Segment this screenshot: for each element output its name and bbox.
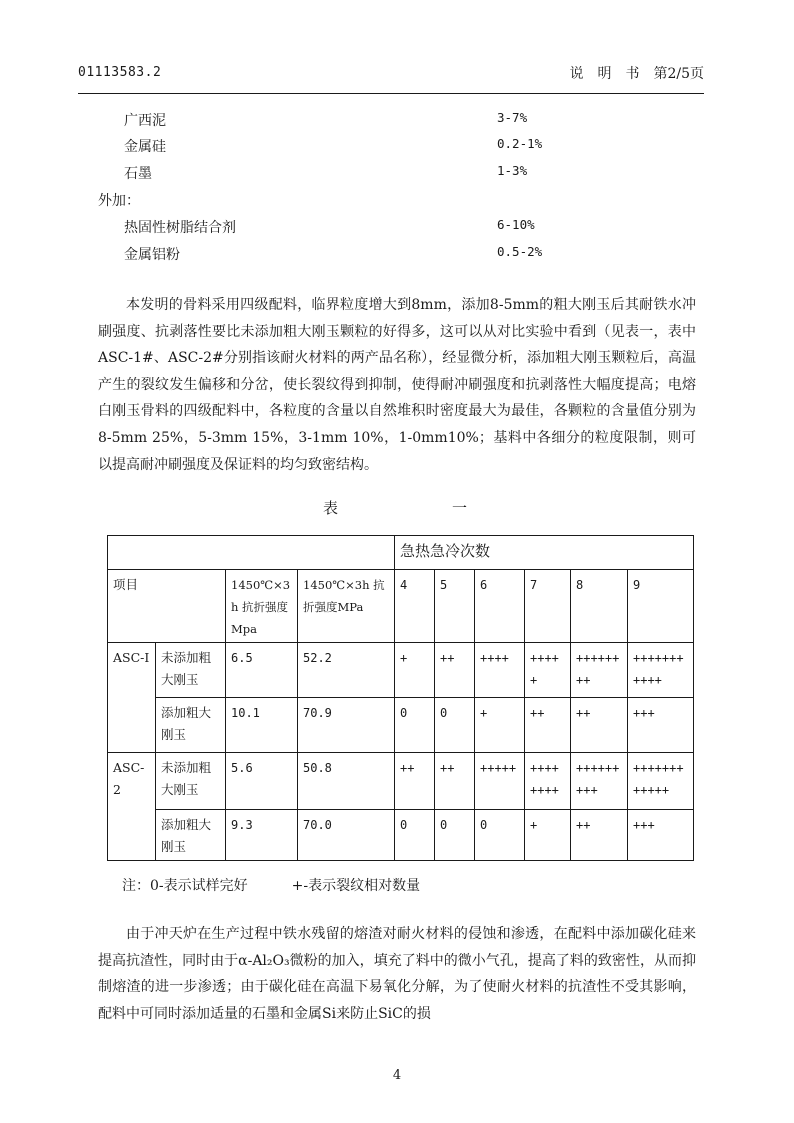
additives-heading (0, 190, 794, 210)
crack-mark: 0 (435, 810, 475, 861)
crack-mark: 0 (395, 698, 435, 753)
note-crack: +-表示裂纹相对数量 (291, 878, 421, 894)
flex-value: 10.1 (226, 698, 298, 753)
list-item (0, 110, 794, 130)
patent-number: 01113583.2 (78, 65, 162, 80)
crack-mark: 0 (475, 810, 525, 861)
crack-mark: ++++++++++++ (628, 753, 694, 810)
group-name: ASC-2 (108, 753, 156, 861)
cycle-header: 8 (571, 570, 628, 643)
crack-mark: ++ (525, 698, 571, 753)
crack-mark: +++ (628, 810, 694, 861)
list-item (0, 244, 794, 264)
body-paragraph-1: 本发明的骨料采用四级配料，临界粒度增大到8mm，添加8-5mm的粗大刚玉后其耐铁水冲刷强度、抗剥落性要比未添加粗大刚玉颗粒的好得多，这可以从对比实验中看到（见表一，表中ASC-1#、ASC-2#分别指该耐火材料的两产品名称），经显微分析，添加粗大刚玉颗粒后，高温产生的裂纹发生偏移和分岔，使长裂纹得到抑制，使得耐冲刷强度和抗剥落性大幅度提高；电熔白刚玉骨料的四级配料中，各粒度的含量以自然堆积时密度最大为最佳，各颗粒的含量值分别为8-5mm 25%，5-3mm 15%，3-1mm 10%，1-0mm10%；基料中各细分的粒度限制，则可以提高耐冲刷强度及保证料的均匀致密结构。 (98, 297, 696, 473)
crack-mark: 0 (395, 810, 435, 861)
component-name: 金属硅 (124, 139, 166, 155)
flex-value: 70.0 (298, 810, 395, 861)
sub-item: 添加粗大刚玉 (156, 698, 226, 753)
page-header-label (569, 63, 704, 83)
page-of-total: 第2/5页 (653, 66, 704, 82)
caption-right: 一 (452, 499, 468, 517)
component-value: 0.2-1% (497, 136, 543, 151)
crack-mark: ++++++++ (525, 753, 571, 810)
table-note (122, 875, 420, 895)
component-name: 石墨 (124, 166, 152, 182)
cycle-header: 5 (435, 570, 475, 643)
thermal-shock-header: 急热急冷次数 (395, 536, 694, 570)
crack-mark: ++ (395, 753, 435, 810)
list-item (0, 217, 794, 237)
cycle-header: 6 (475, 570, 525, 643)
crack-mark: +++++++++ (571, 753, 628, 810)
page-number: 4 (392, 1068, 402, 1083)
table-row (108, 810, 694, 861)
crack-mark: ++ (435, 753, 475, 810)
body-paragraph-2: 由于冲天炉在生产过程中铁水残留的熔渣对耐火材料的侵蚀和渗透，在配料中添加碳化硅来提高抗渣性，同时由于α-Al₂O₃微粉的加入，填充了料中的微小气孔，提高了料的致密性，从而抑制熔渣的进一步渗透；由于碳化硅在高温下易氧化分解，为了使耐火材料的抗渣性不受其影响，配料中可同时添加适量的石墨和金属Si来防止SiC的损 (98, 926, 696, 1022)
results-table (107, 535, 694, 861)
crack-mark: ++ (571, 810, 628, 861)
flex-strength-header-1: 1450℃×3h 抗折强度Mpa (226, 570, 298, 643)
table-row (108, 643, 694, 698)
additives-label: 外加： (98, 193, 140, 209)
component-value: 3-7% (497, 110, 528, 125)
group-name: ASC-I (108, 643, 156, 753)
crack-mark: +++ (628, 698, 694, 753)
flex-value: 6.5 (226, 643, 298, 698)
crack-mark: +++++ (475, 753, 525, 810)
crack-mark: 0 (435, 698, 475, 753)
component-name: 金属铝粉 (124, 247, 180, 263)
crack-mark: +++++ (525, 643, 571, 698)
crack-mark: ++++++++ (571, 643, 628, 698)
sub-item: 未添加粗大刚玉 (156, 753, 226, 810)
flex-value: 50.8 (298, 753, 395, 810)
crack-mark: + (395, 643, 435, 698)
header-char-2: 明 (597, 66, 612, 82)
note-intact: 注：0-表示试样完好 (122, 878, 248, 894)
flex-value: 52.2 (298, 643, 395, 698)
crack-mark: ++ (435, 643, 475, 698)
crack-mark: ++++ (475, 643, 525, 698)
table-row (108, 536, 694, 570)
header-char-3: 书 (625, 66, 640, 82)
crack-mark: + (525, 810, 571, 861)
flex-value: 5.6 (226, 753, 298, 810)
component-value: 1-3% (497, 163, 528, 178)
item-header: 项目 (108, 570, 226, 643)
crack-mark: +++++++++++ (628, 643, 694, 698)
list-item (0, 163, 794, 183)
table-row (108, 753, 694, 810)
component-name: 热固性树脂结合剂 (124, 220, 236, 236)
component-name: 广西泥 (124, 113, 166, 129)
sub-item: 添加粗大刚玉 (156, 810, 226, 861)
caption-left: 表 (323, 499, 339, 517)
cycle-header: 4 (395, 570, 435, 643)
cycle-header: 7 (525, 570, 571, 643)
sub-item: 未添加粗大刚玉 (156, 643, 226, 698)
table-cell-empty (108, 536, 395, 570)
flex-value: 70.9 (298, 698, 395, 753)
list-item (0, 136, 794, 156)
table-row (108, 570, 694, 643)
cycle-header: 9 (628, 570, 694, 643)
header-divider (78, 93, 704, 94)
crack-mark: ++ (571, 698, 628, 753)
component-value: 6-10% (497, 217, 535, 232)
table-row (108, 698, 694, 753)
header-char-1: 说 (569, 66, 584, 82)
flex-value: 9.3 (226, 810, 298, 861)
crack-mark: + (475, 698, 525, 753)
component-value: 0.5-2% (497, 244, 543, 259)
flex-strength-header-2: 1450℃×3h 抗折强度MPa (298, 570, 395, 643)
